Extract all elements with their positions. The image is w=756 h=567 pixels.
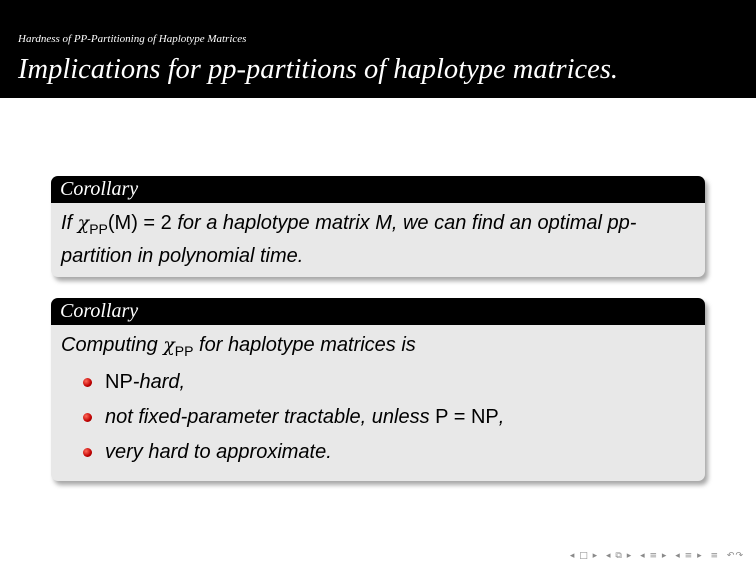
nav-toc-icon[interactable]: ≡ (710, 551, 720, 561)
nav-subsection-icon[interactable]: ◂ ⧉ ▸ (606, 551, 633, 561)
bullet-icon (83, 413, 92, 422)
header-subtitle: Hardness of PP-Partitioning of Haplotype Matrices (18, 33, 247, 45)
chi-symbol: χ (77, 212, 90, 234)
corollary-block-1 (51, 176, 705, 277)
nav-frame-icon[interactable]: ◂ □ ▸ (569, 551, 599, 561)
math-expression: P = NP (435, 406, 499, 428)
block-body (51, 325, 705, 481)
block-body (51, 203, 705, 277)
nav-section-icon[interactable]: ◂ ≡ ▸ (640, 551, 668, 561)
list-item (83, 369, 695, 395)
np-label: NP (105, 371, 133, 393)
beamer-navigation (566, 551, 744, 561)
corollary-block-2 (51, 298, 705, 481)
list-item (83, 404, 695, 430)
text: very hard to approximate. (105, 441, 332, 463)
text: for haplotype matrices is (193, 334, 416, 356)
slide-title: Implications for pp-partitions of haplotype matrices. (18, 54, 619, 85)
nav-back-forward-icon[interactable]: ↶↷ (726, 551, 744, 561)
text: Computing (61, 334, 164, 356)
text: If (61, 212, 78, 234)
slide-header (0, 0, 756, 98)
nav-slide-icon[interactable]: ◂ ≡ ▸ (675, 551, 703, 561)
math-expression: (M) = 2 (107, 212, 172, 234)
text: not fixed-parameter tractable, unless (105, 406, 436, 428)
text: -hard, (132, 371, 186, 393)
subscript-pp: PP (174, 343, 194, 359)
block-title: Corollary (51, 298, 705, 325)
chi-symbol: χ (163, 334, 175, 356)
corollary-list (61, 369, 695, 465)
block-title: Corollary (51, 176, 705, 203)
subscript-pp: PP (89, 221, 108, 237)
list-item (83, 439, 695, 465)
bullet-icon (83, 378, 92, 387)
text: , (498, 406, 505, 428)
text: for a haplotype matrix M, we can find an optimal pp-partition in polynomial time. (61, 212, 637, 267)
bullet-icon (83, 448, 92, 457)
